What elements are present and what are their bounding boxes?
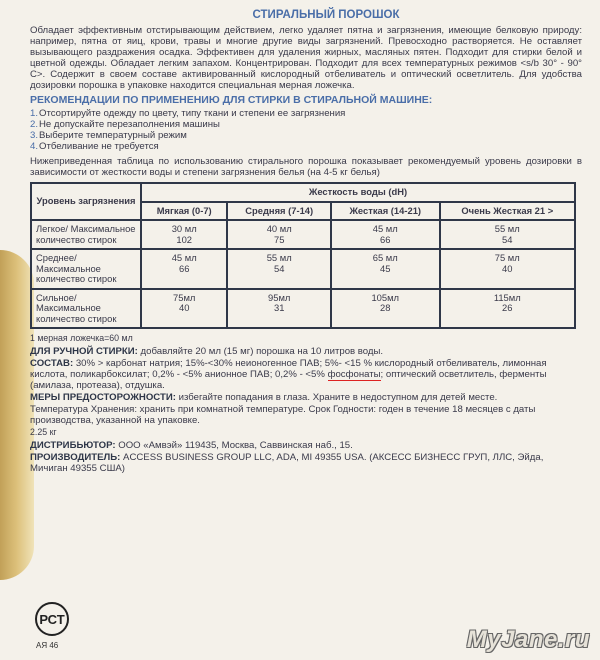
cell: 30 мл 102	[141, 220, 227, 249]
page-title: СТИРАЛЬНЫЙ ПОРОШОК	[252, 9, 400, 21]
cell: 95мл 31	[227, 289, 331, 329]
cell: 115мл 26	[440, 289, 576, 329]
step-item: 2. Не допускайте перезаполнения машины	[30, 119, 220, 130]
certification-code: АЯ 46	[36, 641, 59, 650]
table-row	[31, 289, 575, 329]
col-header-soft: Мягкая (0-7)	[141, 202, 227, 221]
phosphonates-highlight: фосфонаты	[327, 369, 381, 380]
producer-line: ПРОИЗВОДИТЕЛЬ: ACCESS BUSINESS GROUP LLC, ADA, MI 49355 USA. (АКСЕСС БИЗНЕСС ГРУП, ЛЛС, Эйда, Мичиган 49355 США)	[30, 452, 544, 474]
row-label: Среднее/ Максимальное количество стирок	[31, 249, 141, 289]
label-document	[30, 8, 582, 475]
step-item: 1. Отсортируйте одежду по цвету, типу ткани и степени ее загрязнения	[30, 108, 346, 119]
hardness-header: Жесткость воды (dH)	[141, 183, 575, 202]
col-header-very-hard: Очень Жесткая 21 >	[440, 202, 576, 221]
steps-list	[30, 108, 582, 152]
row-label: Сильное/ Максимальное количество стирок	[31, 289, 141, 329]
cell: 75мл 40	[141, 289, 227, 329]
intro-paragraph: Обладает эффективным отстирывающим действием, легко удаляет пятна и загрязнения, имеющие белковую природу: например, пятна от яиц, крови, травы и многие другие виды загрязнений. Превосходно растворяется. Не оставляет вызывающего раздражения осадка. Эффективен для удаления жирных, масляных пятен. Подходит для стирки белой и цветной одежды. Обладает легким запахом. Концентрирован. Подходит для всех температурных режимов <s/b 30° - 90° C>. Содержит в своем составе активированный кислородный отбеливатель и оптический осветлитель. Для удобства дозировки порошка в упаковке находится специальная мерная ложечка.	[30, 25, 582, 91]
scoop-note: 1 мерная ложечка=60 мл	[30, 333, 133, 343]
col-header-hard: Жесткая (14-21)	[331, 202, 440, 221]
storage-line: Температура Хранения: хранить при комнатной температуре. Срок Годности: годен в течение 18 месяцев с даты производства, указанной на упаковке.	[30, 404, 536, 426]
table-intro: Нижеприведенная таблица по использованию стирального порошка показывает рекомендуемый уровень дозировки в зависимости от жесткости воды и степени загрязнения белья (на 4-5 кг белья)	[30, 156, 582, 178]
step-item: 3. Выберите температурный режим	[30, 130, 187, 141]
cell: 55 мл 54	[440, 220, 576, 249]
table-row	[31, 220, 575, 249]
cell: 105мл 28	[331, 289, 440, 329]
gold-package-edge	[0, 250, 34, 580]
cell: 40 мл 75	[227, 220, 331, 249]
cell: 65 мл 45	[331, 249, 440, 289]
watermark: MyJane.ru	[466, 626, 590, 653]
cell: 45 мл 66	[141, 249, 227, 289]
net-weight: 2.25 кг	[30, 427, 57, 437]
composition-line: СОСТАВ: 30% > карбонат натрия; 15%-<30% неионогенное ПАВ; 5%- <15 % кислородный отбеливатель, лимонная кислота, поликарбоксилат; 0,2% - <5% анионное ПАВ; 0,2% - <5% фосфонаты; оптический осветлитель, ферменты (амилаза, протеаза), отдушка.	[30, 358, 547, 391]
table-row	[31, 249, 575, 289]
row-label: Легкое/ Максимальное количество стирок	[31, 220, 141, 249]
level-header: Уровень загрязнения	[31, 183, 141, 220]
cell: 75 мл 40	[440, 249, 576, 289]
safety-line: МЕРЫ ПРЕДОСТОРОЖНОСТИ: избегайте попадания в глаза. Храните в недоступном для детей месте.	[30, 392, 498, 403]
certification-logo-icon: РСТ	[35, 602, 69, 636]
step-item: 4. Отбеливание не требуется	[30, 141, 159, 152]
col-header-medium: Средняя (7-14)	[227, 202, 331, 221]
recommendations-title: РЕКОМЕНДАЦИИ ПО ПРИМЕНЕНИЮ ДЛЯ СТИРКИ В СТИРАЛЬНОЙ МАШИНЕ:	[30, 94, 433, 106]
cell: 55 мл 54	[227, 249, 331, 289]
dosage-table	[30, 182, 576, 329]
distributor-line: ДИСТРИБЬЮТОР: ООО «Амвэй» 119435, Москва, Саввинская наб., 15.	[30, 440, 353, 451]
hand-wash-line: ДЛЯ РУЧНОЙ СТИРКИ: добавляйте 20 мл (15 мг) порошка на 10 литров воды.	[30, 346, 384, 357]
cell: 45 мл 66	[331, 220, 440, 249]
